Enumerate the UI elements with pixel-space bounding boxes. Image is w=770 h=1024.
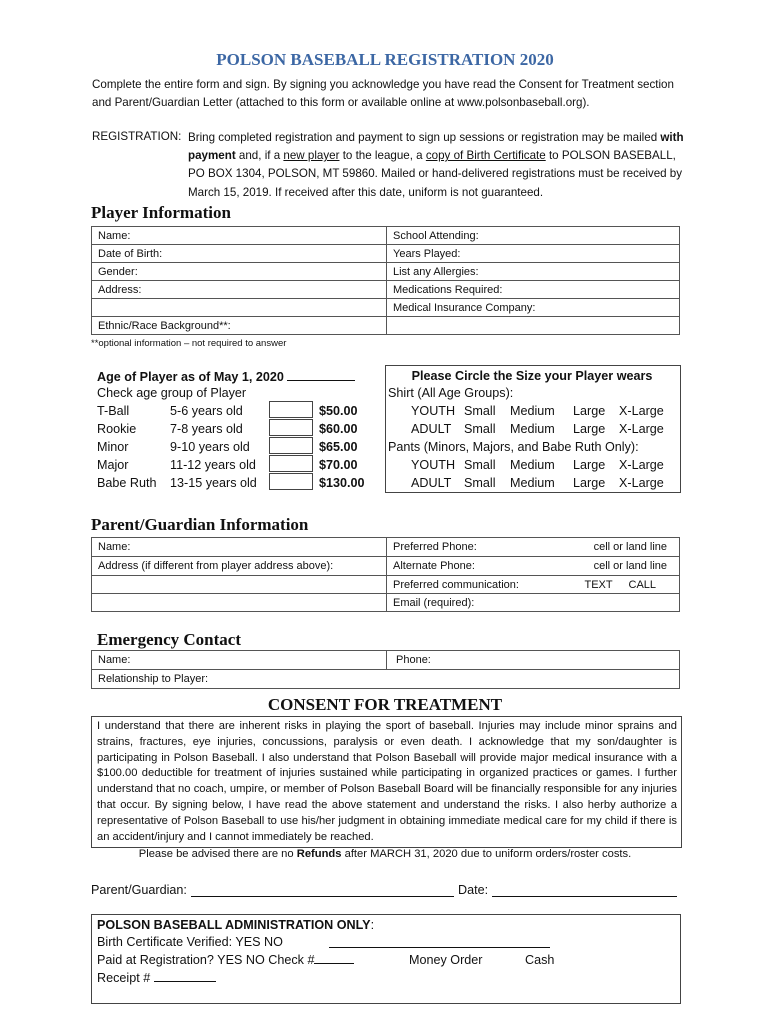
pants-youth-label: YOUTH — [411, 458, 456, 472]
age-group-ages: 7-8 years old — [170, 422, 243, 436]
size-option[interactable]: Small — [464, 458, 496, 472]
page-title: POLSON BASEBALL REGISTRATION 2020 — [216, 50, 554, 69]
age-group-name: T-Ball — [97, 404, 130, 418]
admin-title: POLSON BASEBALL ADMINISTRATION ONLY: — [97, 918, 375, 932]
age-group-name: Rookie — [97, 422, 137, 436]
emergency-name-field[interactable]: Name: — [92, 651, 387, 670]
age-group-price: $130.00 — [319, 476, 365, 490]
relationship-field[interactable]: Relationship to Player: — [92, 670, 680, 689]
ethnic-field[interactable]: Ethnic/Race Background**: — [92, 317, 387, 335]
preferred-communication-field[interactable]: Preferred communication: TEXT CALL — [387, 576, 680, 594]
size-option[interactable]: Small — [464, 476, 496, 490]
email-field[interactable]: Email (required): — [387, 594, 680, 612]
optional-note: **optional information – not required to answer — [91, 338, 287, 349]
insurance-field[interactable]: Medical Insurance Company: — [387, 299, 680, 317]
emergency-heading: Emergency Contact — [97, 630, 241, 649]
parent-address-field[interactable]: Address (if different from player address above): — [92, 557, 387, 576]
size-option[interactable]: Large — [573, 404, 606, 418]
cash-option: Cash — [525, 953, 555, 967]
emergency-table — [91, 650, 680, 689]
shirt-label: Shirt (All Age Groups): — [388, 386, 514, 400]
parent-name-field[interactable]: Name: — [92, 538, 387, 557]
size-option[interactable]: X-Large — [619, 422, 664, 436]
parent-address-line3[interactable] — [92, 594, 387, 612]
allergies-field[interactable]: List any Allergies: — [387, 263, 680, 281]
paid-at-registration: Paid at Registration? YES NO Check # — [97, 953, 354, 967]
age-group-price: $65.00 — [319, 440, 358, 454]
date-line[interactable] — [492, 896, 677, 897]
birth-cert-verified: Birth Certificate Verified: YES NO — [97, 935, 283, 949]
parent-signature-line[interactable] — [191, 896, 454, 897]
receipt-line[interactable] — [154, 981, 216, 982]
alternate-phone-field[interactable]: Alternate Phone: cell or land line — [387, 557, 680, 576]
address-field-line2[interactable] — [92, 299, 387, 317]
consent-heading: CONSENT FOR TREATMENT — [267, 695, 503, 714]
size-option[interactable]: Medium — [510, 422, 555, 436]
size-option[interactable]: Large — [573, 476, 606, 490]
size-title: Please Circle the Size your Player wears — [411, 369, 653, 383]
date-label: Date: — [458, 883, 489, 897]
emergency-phone-field[interactable]: Phone: — [387, 651, 680, 670]
registration-text: Bring completed registration and payment to sign up sessions or registration may be mailed with payment and, if a new player to the league, a copy of Birth Certificate to POLSON BASEBALL, PO BOX 1304, POLSON, MT 59860. Mailed or hand-delivered registrations must be received by March 15, 2019. If received after this date, uniform is not guaranteed. — [188, 131, 684, 199]
size-option[interactable]: Small — [464, 422, 496, 436]
age-blank[interactable] — [287, 380, 355, 381]
age-group-checkbox-baberuth[interactable] — [269, 473, 313, 490]
age-group-price: $60.00 — [319, 422, 358, 436]
pants-label: Pants (Minors, Majors, and Babe Ruth Only): — [388, 440, 639, 454]
age-group-checkbox-tball[interactable] — [269, 401, 313, 418]
age-group-name: Minor — [97, 440, 129, 454]
size-option[interactable]: X-Large — [619, 404, 664, 418]
age-group-price: $50.00 — [319, 404, 358, 418]
age-group-ages: 5-6 years old — [170, 404, 243, 418]
years-played-field[interactable]: Years Played: — [387, 245, 680, 263]
school-field[interactable]: School Attending: — [387, 227, 680, 245]
size-option[interactable]: X-Large — [619, 476, 664, 490]
birth-cert-line[interactable] — [329, 947, 550, 948]
age-group-checkbox-rookie[interactable] — [269, 419, 313, 436]
age-group-checkbox-major[interactable] — [269, 455, 313, 472]
registration-label: REGISTRATION: — [92, 130, 182, 143]
dob-field[interactable]: Date of Birth: — [92, 245, 387, 263]
gender-field[interactable]: Gender: — [92, 263, 387, 281]
age-group-ages: 13-15 years old — [170, 476, 257, 490]
age-check-instruction: Check age group of Player — [97, 386, 247, 400]
receipt-number: Receipt # — [97, 971, 216, 985]
age-group-name: Major — [97, 458, 129, 472]
size-option[interactable]: Large — [573, 422, 606, 436]
size-option[interactable]: Small — [464, 404, 496, 418]
refund-notice: Please be advised there are no Refunds after MARCH 31, 2020 due to uniform orders/roster costs. — [138, 848, 632, 860]
shirt-adult-label: ADULT — [411, 422, 452, 436]
intro-text: Complete the entire form and sign. By signing you acknowledge you have read the Consent for Treatment section and Parent/Guardian Letter (attached to this form or available online at www.polsonbaseball.org). — [92, 78, 674, 109]
age-title: Age of Player as of May 1, 2020 — [97, 370, 355, 384]
pants-adult-label: ADULT — [411, 476, 452, 490]
size-option[interactable]: Large — [573, 458, 606, 472]
shirt-youth-label: YOUTH — [411, 404, 456, 418]
money-order-option: Money Order — [409, 953, 483, 967]
player-name-field[interactable]: Name: — [92, 227, 387, 245]
player-info-heading: Player Information — [91, 203, 231, 222]
age-group-price: $70.00 — [319, 458, 358, 472]
age-group-name: Babe Ruth — [97, 476, 157, 490]
blank-cell — [387, 317, 680, 335]
player-info-table — [91, 226, 680, 335]
size-option[interactable]: Medium — [510, 476, 555, 490]
age-group-ages: 11-12 years old — [170, 458, 256, 472]
age-group-checkbox-minor[interactable] — [269, 437, 313, 454]
check-number-line[interactable] — [314, 963, 354, 964]
age-group-ages: 9-10 years old — [170, 440, 250, 454]
medications-field[interactable]: Medications Required: — [387, 281, 680, 299]
parent-info-table — [91, 537, 680, 612]
size-option[interactable]: Medium — [510, 404, 555, 418]
size-option[interactable]: Medium — [510, 458, 555, 472]
parent-address-line2[interactable] — [92, 576, 387, 594]
size-option[interactable]: X-Large — [619, 458, 664, 472]
consent-text: I understand that there are inherent risks in playing the sport of baseball. Injuries may include minor sprains and strains, fractures, eye injuries, concussions, paralysis or even death. I acknowledge that my son/daughter is participating in Polson Baseball. I also understand that Polson Baseball will provide major medical insurance with a $100.00 deductible for treatment of injuries sustained while participating in organized practices or games. I further understand that no coach, umpire, or member of Polson Baseball Board will be financially responsible for any injuries that occur. By signing below, I have read the above statement and understand the risks. I also herby authorize a representative of Polson Baseball to use his/her judgment in obtaining immediate medical care for my child if there is an accident/injury and I cannot immediately be reached. — [97, 720, 677, 843]
address-field[interactable]: Address: — [92, 281, 387, 299]
parent-signature-label: Parent/Guardian: — [91, 883, 187, 897]
parent-info-heading: Parent/Guardian Information — [91, 515, 309, 534]
preferred-phone-field[interactable]: Preferred Phone: cell or land line — [387, 538, 680, 557]
